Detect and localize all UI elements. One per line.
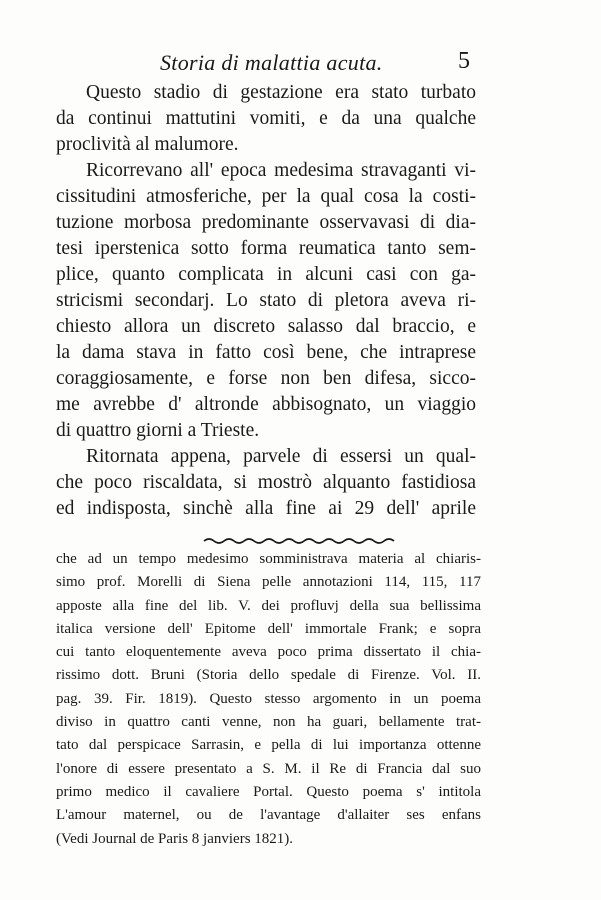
running-head [0, 50, 601, 80]
footnote-line: rissimo dott. Bruni (Storia dello spedale di Firenze. Vol. II. [56, 667, 481, 684]
main-text-line: proclività al malumore. [56, 134, 239, 155]
footnote-line: italica versione dell' Epitome dell' immortale Frank; e sopra [56, 620, 481, 637]
main-text-line: Questo stadio di gestazione era stato turbato [86, 82, 476, 103]
footnote-line: che ad un tempo medesimo somministrava materia al chiaris- [56, 551, 481, 567]
page-number: 5 [458, 48, 470, 74]
main-text-line: Ritornata appena, parvele di essersi un qual- [86, 446, 476, 467]
main-text-line: di quattro giorni a Trieste. [56, 420, 260, 441]
footnote-line: pag. 39. Fir. 1819). Questo stesso argomento in un poema [56, 690, 481, 707]
main-text-line: la dama stava in fatto così bene, che intraprese [56, 342, 476, 363]
footnote-line: L'amour maternel, ou de l'avantage d'allaiter ses enfans [56, 807, 481, 824]
running-title: Storia di malattia acuta. [160, 50, 383, 75]
main-text-line: che poco riscaldata, si mostrò alquanto fastidiosa [56, 472, 476, 493]
main-text-line: chiesto allora un discreto salasso dal braccio, e [56, 316, 476, 337]
main-text-line: coraggiosamente, e forse non ben difesa, sicco- [56, 368, 476, 389]
footnote-line: l'onore di essere presentato a S. M. il Re di Francia dal suo [56, 760, 481, 777]
main-text-line: da continui mattutini vomiti, e da una qualche [56, 108, 476, 129]
main-text-line: stricismi secondarj. Lo stato di pletora aveva ri- [56, 290, 476, 311]
main-text-line: ed indisposta, sinchè alla fine ai 29 dell' aprile [56, 498, 476, 519]
main-text-line: cissitudini atmosferiche, per la qual cosa la costi- [56, 186, 476, 207]
footnote [56, 548, 481, 851]
footnote-line: simo prof. Morelli di Siena pelle annotazioni 114, 115, 117 [56, 574, 481, 591]
main-text-line: tesi iperstenica sotto forma reumatica tanto sem- [56, 238, 476, 259]
main-text-line: tuzione morbosa predominante osservavasi di dia- [56, 212, 476, 233]
main-text-line: me avrebbe d' altronde abbisognato, un viaggio [56, 394, 476, 415]
footnote-line: apposte alla fine del lib. V. dei profluvj della sua bellissima [56, 597, 481, 614]
footnote-separator-ornament [200, 536, 400, 546]
footnote-line: (Vedi Journal de Paris 8 janviers 1821). [56, 830, 294, 847]
footnote-line: tato dal perspicace Sarrasin, e pella di lui importanza ottenne [56, 737, 481, 754]
main-text-line: plice, quanto complicata in alcuni casi con ga- [56, 264, 476, 285]
main-text [56, 80, 476, 522]
footnote-line: primo medico il cavaliere Portal. Questo poema s' intitola [56, 783, 481, 800]
main-text-line: Ricorrevano all' epoca medesima stravaganti vi- [86, 160, 476, 181]
footnote-line: diviso in quattro canti venne, non ha guari, bellamente trat- [56, 714, 481, 731]
footnote-line: cui tanto eloquentemente aveva poco prima dissertato il chia- [56, 644, 481, 661]
